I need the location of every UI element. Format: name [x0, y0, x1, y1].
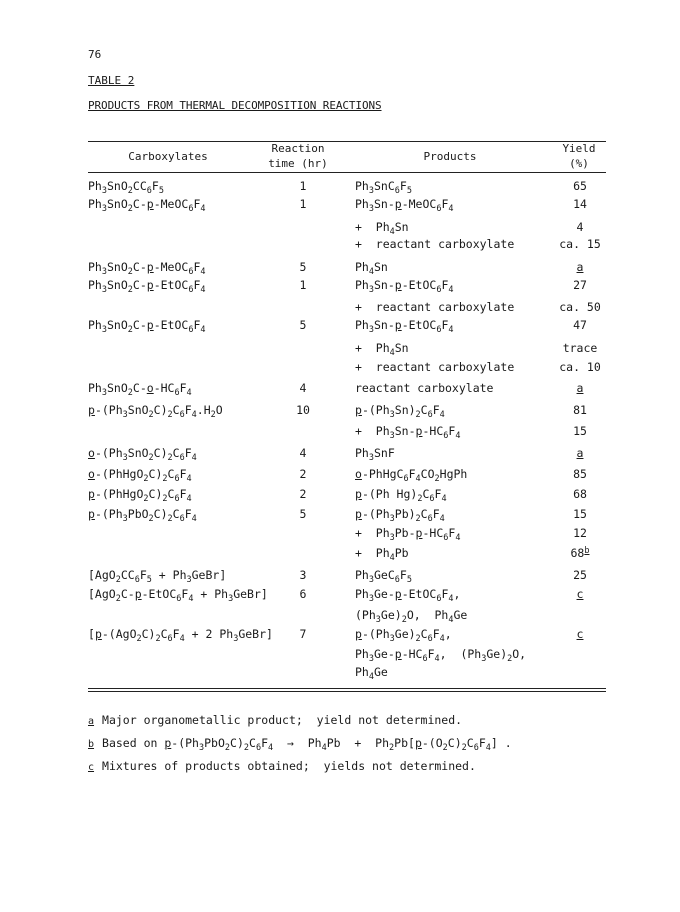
product-cell: $p-(Ph_3Sn)_2C_6F_4$ — [355, 403, 445, 420]
reaction-time-cell: 1 — [299, 179, 307, 193]
product-cell: $Ph_3Sn-p-MeOC_6F_4$ — [355, 197, 454, 214]
yield-cell: a — [576, 260, 584, 274]
reaction-time-cell: 5 — [299, 318, 307, 332]
reaction-time-cell: 6 — [299, 587, 307, 601]
yield-cell: ca. 50 — [559, 300, 601, 314]
product-cell: $Ph_3Sn-p-EtOC_6F_4$ — [355, 278, 454, 295]
product-cell: + $Ph_3Pb-p-HC_6F_4$ — [355, 526, 461, 543]
table-caption: PRODUCTS FROM THERMAL DECOMPOSITION REACTIONS — [88, 99, 382, 112]
reaction-time-cell: 5 — [299, 507, 307, 521]
carboxylate-cell: $Ph_3SnO_2C-p-EtOC_6F_4$ — [88, 278, 206, 295]
carboxylate-cell: $Ph_3SnO_2C-p-MeOC_6F_4$ — [88, 197, 206, 214]
yield-cell: 47 — [573, 318, 587, 332]
table-top-rule — [88, 141, 606, 142]
footnote-mark: a — [88, 716, 95, 727]
product-cell: + $Ph_4Sn$ — [355, 220, 409, 237]
product-cell: reactant carboxylate — [355, 381, 494, 395]
yield-cell: a — [576, 446, 584, 460]
yield-cell: 15 — [573, 507, 587, 521]
product-cell: p-(Ph $Hg)_2C_6F_4$ — [355, 487, 447, 504]
carboxylate-cell: $p-(Ph_3SnO_2C)_2C_6F_4.H_2O$ — [88, 403, 223, 420]
product-cell: + reactant carboxylate — [355, 300, 515, 314]
yield-cell: 81 — [573, 403, 587, 417]
header-reaction-time-line1: Reaction — [271, 142, 325, 155]
product-cell: + reactant carboxylate — [355, 360, 515, 374]
yield-cell: 85 — [573, 467, 587, 481]
yield-cell: c — [576, 587, 584, 601]
carboxylate-cell: $p-(PhHgO_2C)_2C_6F_4$ — [88, 487, 192, 504]
carboxylate-cell: $o-(PhHgO_2C)_2C_6F_4$ — [88, 467, 192, 484]
product-cell: + $Ph_4Sn$ — [355, 341, 409, 358]
reaction-time-cell: 1 — [299, 197, 307, 211]
header-products: Products — [423, 150, 477, 163]
header-carboxylates: Carboxylates — [128, 150, 208, 163]
carboxylate-cell: $p-(Ph_3PbO_2C)_2C_6F_4$ — [88, 507, 197, 524]
yield-cell: 68 — [573, 487, 587, 501]
product-cell: + reactant carboxylate — [355, 237, 515, 251]
product-cell: $o-PhHgC_6F_4CO_2HgPh$ — [355, 467, 468, 484]
carboxylate-cell: [$AgO_2C-p-EtOC_6F_4$ + $Ph_3GeBr$] — [88, 587, 268, 604]
product-cell: $Ph_3SnC_6F_5$ — [355, 179, 412, 196]
table-label: TABLE 2 — [88, 74, 135, 87]
reaction-time-cell: 2 — [299, 467, 307, 481]
reaction-time-cell: 10 — [296, 403, 310, 417]
header-yield-line1: Yield — [562, 142, 596, 155]
product-cell: + $Ph_4Pb$ — [355, 546, 409, 563]
yield-cell: 68$^b$ — [570, 546, 590, 560]
yield-cell: c — [576, 627, 584, 641]
carboxylate-cell: $Ph_3SnO_2CC_6F_5$ — [88, 179, 164, 196]
yield-cell: 14 — [573, 197, 587, 211]
page-number: 76 — [88, 48, 102, 61]
product-cell: $p-(Ph_3Ge)_2C_6F_4$, — [355, 627, 452, 644]
reaction-time-cell: 1 — [299, 278, 307, 292]
footnote-b: b Based on $p-(Ph_3PbO_2C)_2C_6F_4 \to Ph_4Pb + Ph_2Pb[p-(O_2C)_2C_6F_4]$ . — [88, 736, 512, 753]
footnote-c: c Mixtures of products obtained; yields not determined. — [88, 759, 476, 773]
header-yield — [548, 143, 610, 169]
reaction-time-cell: 2 — [299, 487, 307, 501]
reaction-time-cell: 4 — [299, 381, 307, 395]
yield-cell: ca. 15 — [559, 237, 601, 251]
carboxylate-cell: $Ph_3SnO_2C-p-EtOC_6F_4$ — [88, 318, 206, 335]
reaction-time-cell: 3 — [299, 568, 307, 582]
product-cell: $Ph_3GeC_6F_5$ — [355, 568, 412, 585]
yield-cell: 27 — [573, 278, 587, 292]
yield-cell: ca. 10 — [559, 360, 601, 374]
carboxylate-cell: [$p-(AgO_2C)_2C_6F_4 + 2$ $Ph_3GeBr$] — [88, 627, 273, 644]
footnote-mark: c — [88, 762, 95, 773]
yield-cell: 25 — [573, 568, 587, 582]
yield-cell: trace — [562, 341, 598, 355]
header-reaction-time — [258, 143, 338, 169]
carboxylate-cell: $Ph_3SnO_2C-o-HC_6F_4$ — [88, 381, 192, 398]
reaction-time-cell: 7 — [299, 627, 307, 641]
carboxylate-cell: [$AgO_2CC_6F_5$ + $Ph_3GeBr$] — [88, 568, 227, 585]
product-cell: $Ph_4Sn$ — [355, 260, 388, 277]
product-cell: $(Ph_3Ge)_2O$, $Ph_4Ge$ — [355, 608, 468, 625]
product-cell: $Ph_3Sn-p-EtOC_6F_4$ — [355, 318, 454, 335]
product-cell: $Ph_4Ge$ — [355, 665, 388, 682]
header-reaction-time-line2: time (hr) — [268, 157, 328, 170]
yield-cell: 15 — [573, 424, 587, 438]
footnote-mark: b — [88, 739, 95, 750]
reaction-time-cell: 5 — [299, 260, 307, 274]
product-cell: $Ph_3Ge-p-HC_6F_4$, $(Ph_3Ge)_2O$, — [355, 647, 527, 664]
product-cell: $Ph_3SnF$ — [355, 446, 395, 463]
yield-cell: a — [576, 381, 584, 395]
product-cell: $Ph_3Ge-p-EtOC_6F_4$, — [355, 587, 461, 604]
table-bottom-rule-2 — [88, 691, 606, 692]
table-bottom-rule — [88, 688, 606, 689]
yield-cell: 12 — [573, 526, 587, 540]
header-yield-line2: (%) — [569, 157, 589, 170]
yield-cell: 65 — [573, 179, 587, 193]
carboxylate-cell: $o-(Ph_3SnO_2C)_2C_6F_4$ — [88, 446, 197, 463]
carboxylate-cell: $Ph_3SnO_2C-p-MeOC_6F_4$ — [88, 260, 206, 277]
reaction-time-cell: 4 — [299, 446, 307, 460]
header-rule — [88, 172, 606, 173]
product-cell: + $Ph_3Sn-p-HC_6F_4$ — [355, 424, 461, 441]
yield-cell: 4 — [576, 220, 584, 234]
footnote-a: a Major organometallic product; yield not determined. — [88, 713, 463, 727]
product-cell: $p-(Ph_3Pb)_2C_6F_4$ — [355, 507, 445, 524]
